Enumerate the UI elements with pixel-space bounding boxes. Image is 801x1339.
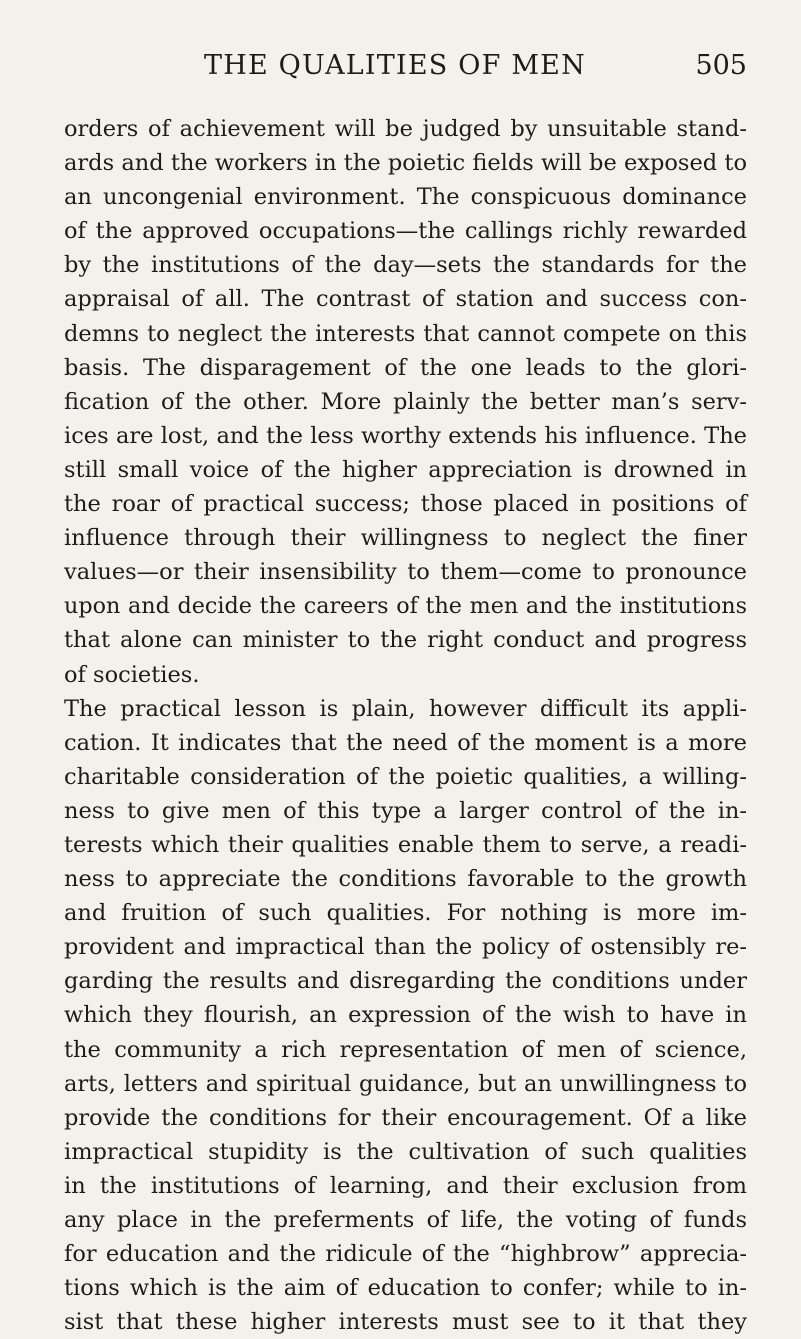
text-line: any place in the preferments of life, the voting of funds [64,1207,747,1233]
text-line: ness to give men of this type a larger control of the in- [64,797,747,824]
page-number: 505 [695,50,747,81]
text-line: the roar of practical success; those placed in positions of [64,491,747,518]
text-line: still small voice of the higher appreciation is drowned in [64,456,747,483]
text-line: by the institutions of the day—sets the standards for the [64,252,747,279]
text-line: of the approved occupations—the callings richly rewarded [64,218,747,245]
running-title: THE QUALITIES OF MEN [204,50,586,81]
body-text [64,112,747,1339]
text-line: terests which their qualities enable them to serve, a readi- [64,831,747,858]
text-line: demns to neglect the interests that cannot compete on this [64,320,747,347]
text-line: influence through their willingness to neglect the finer [64,525,747,552]
text-line: of societies. [64,661,200,688]
text-line: the community a rich representation of men of science, [64,1036,747,1063]
text-line: provide the conditions for their encouragement. Of a like [64,1104,747,1131]
text-line: ices are lost, and the less worthy extends his influence. The [64,422,747,449]
text-line: and fruition of such qualities. For nothing is more im- [64,900,747,927]
text-line: ards and the workers in the poietic fields will be exposed to [64,150,747,177]
text-line: orders of achievement will be judged by unsuitable stand- [64,116,747,142]
text-line: provident and impractical than the policy of ostensibly re- [64,934,747,961]
text-line: for education and the ridicule of the “highbrow” apprecia- [64,1241,747,1268]
text-line: ness to appreciate the conditions favorable to the growth [64,866,747,893]
paragraph-1 [64,112,747,692]
text-line: upon and decide the careers of the men and the institutions [64,593,747,620]
text-line: impractical stupidity is the cultivation of such qualities [64,1138,747,1165]
text-line: The practical lesson is plain, however difficult its appli- [64,695,747,722]
text-line: tions which is the aim of education to confer; while to in- [64,1275,747,1302]
text-line: fication of the other. More plainly the better man’s serv- [64,388,747,415]
text-line: an uncongenial environment. The conspicuous dominance [64,184,747,211]
text-line: charitable consideration of the poietic qualities, a willing- [64,763,747,790]
text-line: that alone can minister to the right conduct and progress [64,627,747,654]
text-line: garding the results and disregarding the conditions under [64,968,747,995]
text-line: in the institutions of learning, and their exclusion from [64,1172,747,1199]
text-line: cation. It indicates that the need of the moment is a more [64,729,747,756]
running-head [64,50,747,90]
text-line: arts, letters and spiritual guidance, but an unwillingness to [64,1070,747,1097]
paragraph-2 [64,692,747,1339]
text-line: sist that these higher interests must see to it that they [64,1309,747,1336]
text-line: values—or their insensibility to them—come to pronounce [64,559,747,586]
text-line: appraisal of all. The contrast of station and success con- [64,286,747,313]
text-line: which they flourish, an expression of the wish to have in [64,1002,747,1029]
text-line: basis. The disparagement of the one leads to the glori- [64,354,747,381]
